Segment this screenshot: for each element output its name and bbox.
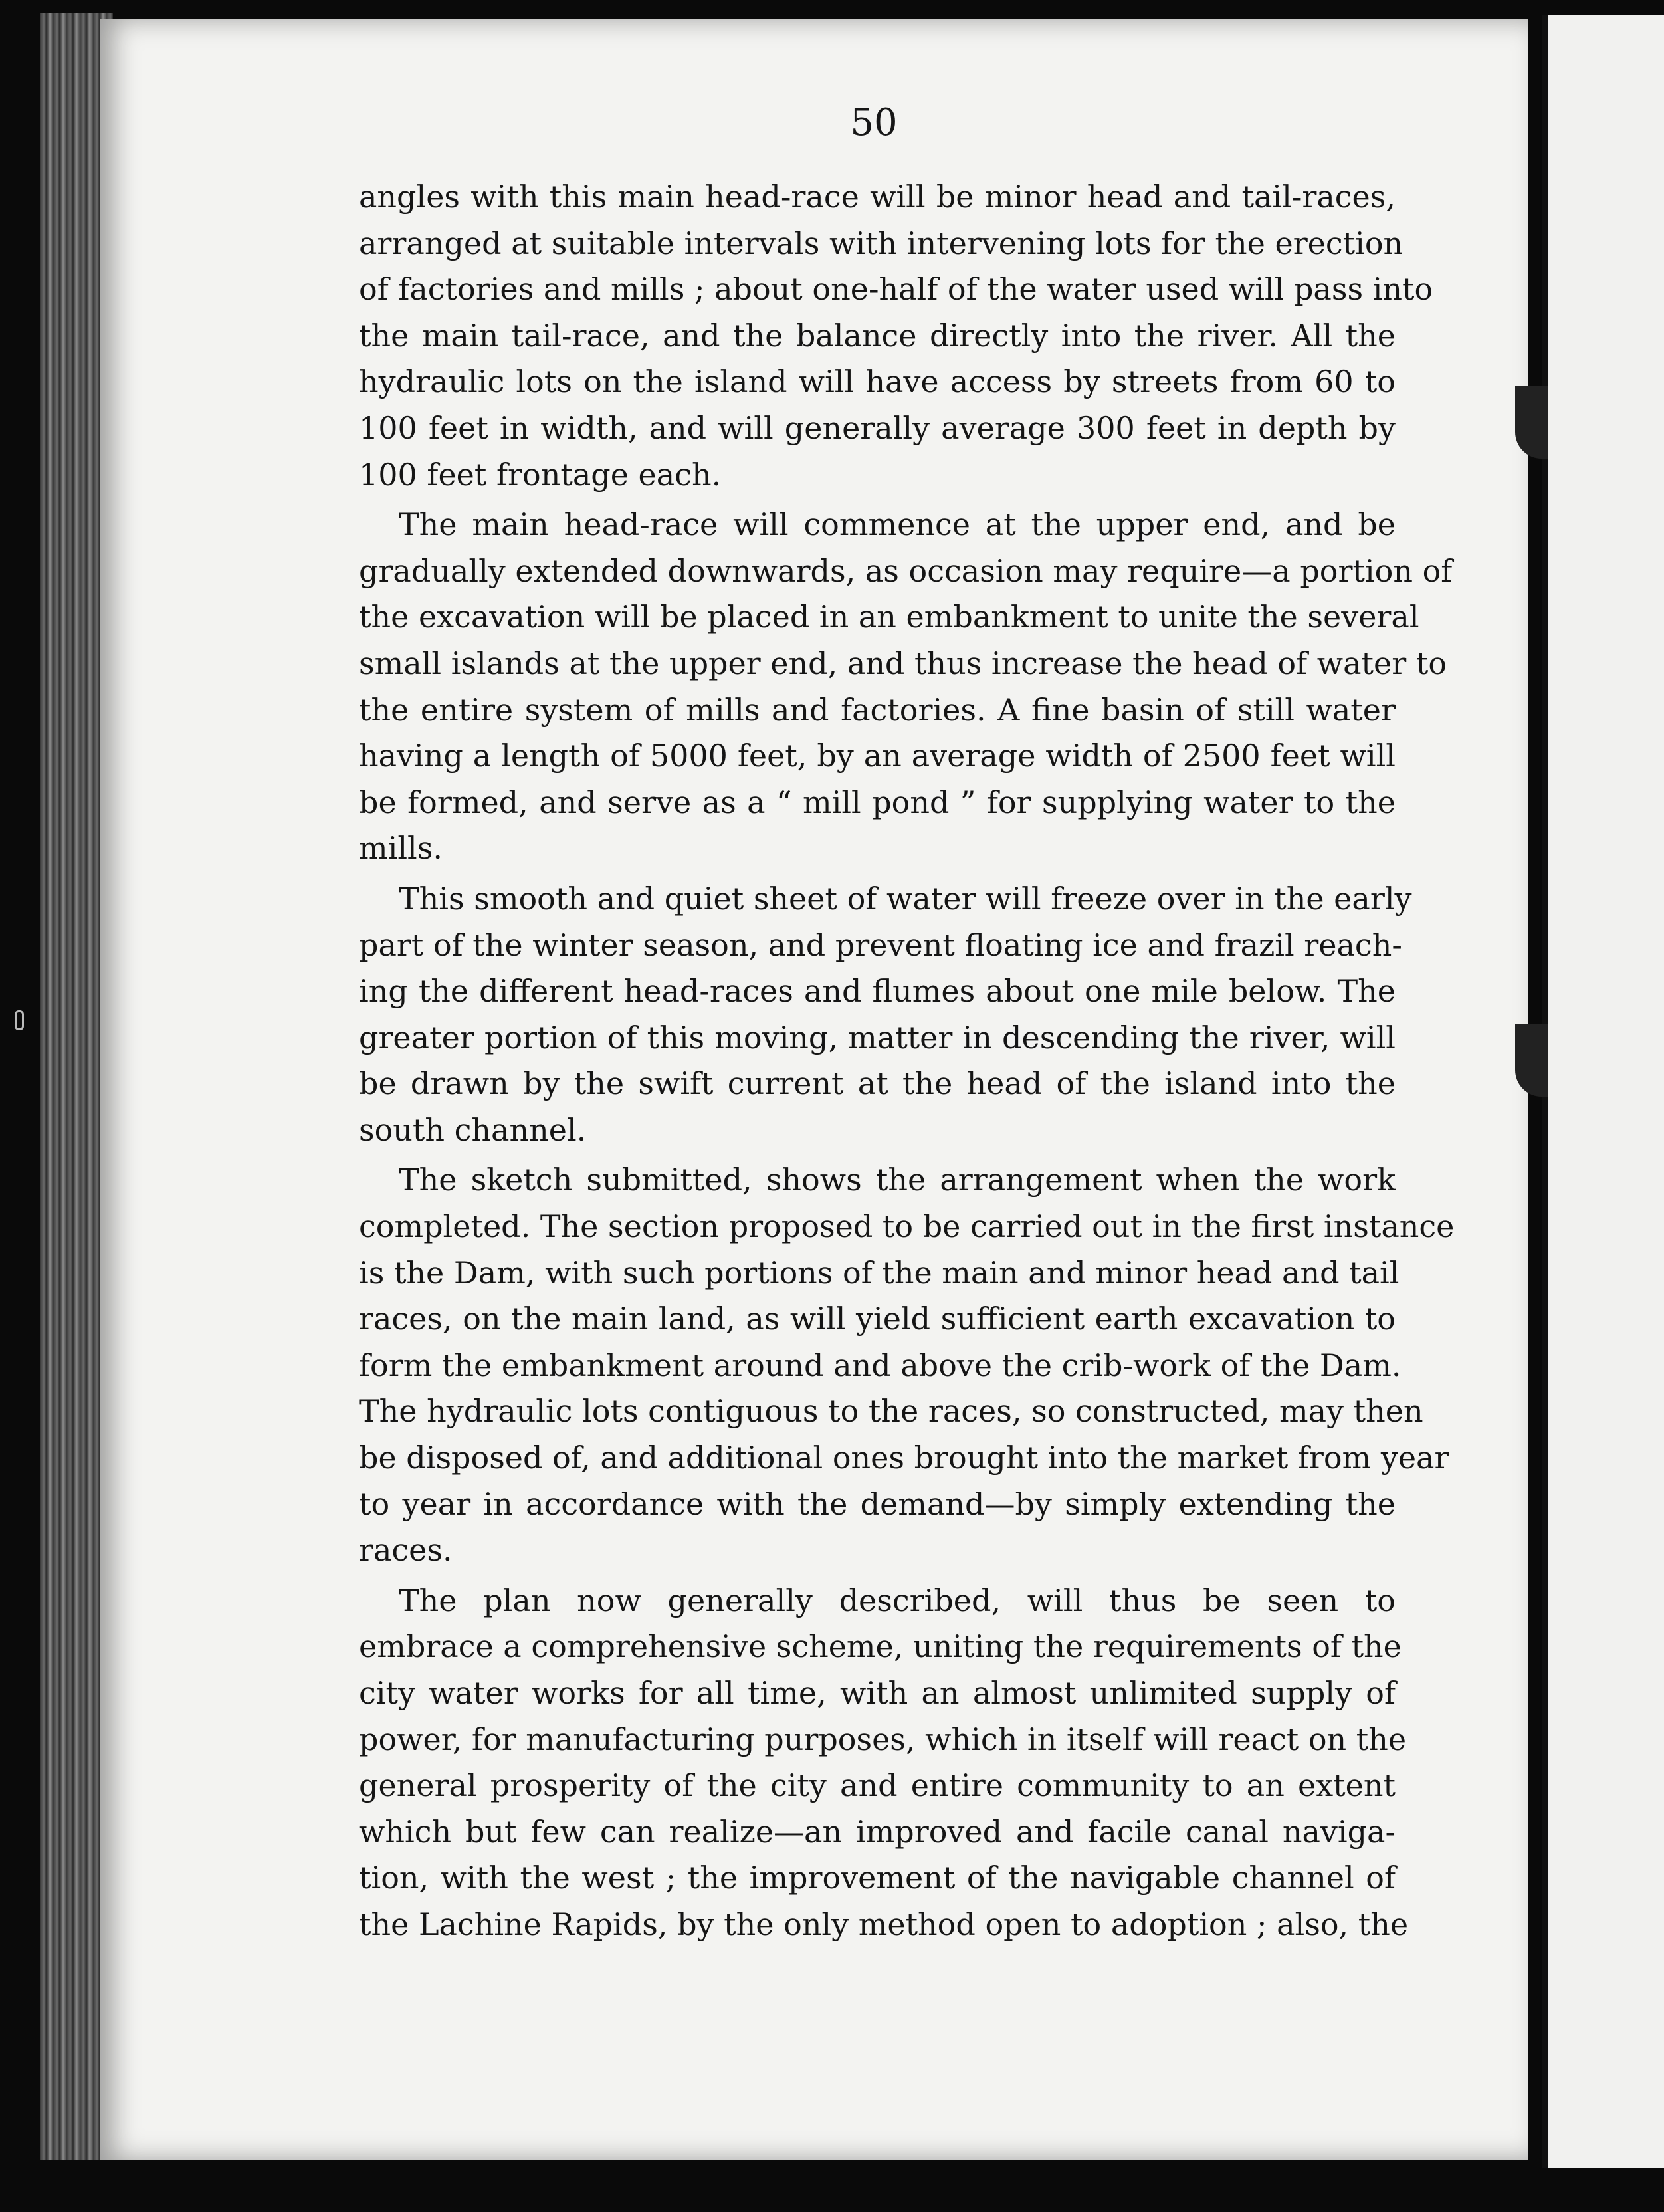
text-line: arranged at suitable intervals with intervening lots for the erection [359,225,1404,261]
text-line: be drawn by the swift current at the head of the island into the [359,1065,1396,1102]
text-line: ing the different head-races and flumes about one mile below. The [359,973,1396,1010]
text-line: of factories and mills ; about one-half of the water used will pass into [359,271,1433,308]
text-line: is the Dam, with such portions of the main and minor head and tail [359,1254,1400,1291]
text-line: races, on the main land, as will yield sufficient earth excavation to [359,1301,1396,1337]
adjacent-page-edge [1542,15,1664,2168]
text-line: the main tail-race, and the balance directly into the river. All the [359,317,1396,354]
text-line: form the embankment around and above the crib-work of the Dam. [359,1347,1402,1383]
text-line: the entire system of mills and factories. A fine basin of still water [359,691,1396,728]
text-line: mills. [359,830,443,867]
text-line: part of the winter season, and prevent floating ice and frazil reach- [359,927,1402,963]
text-line: completed. The section proposed to be carried out in the first instance [359,1208,1455,1245]
text-line: the excavation will be placed in an embankment to unite the several [359,599,1419,635]
text-line: greater portion of this moving, matter in descending the river, will [359,1019,1396,1055]
text-line: This smooth and quiet sheet of water will freeze over in the early [399,880,1412,917]
text-line: having a length of 5000 feet, by an average width of 2500 feet will [359,738,1396,774]
text-line: races. [359,1532,453,1569]
text-line: 100 feet in width, and will generally average 300 feet in depth by [359,409,1396,446]
text-line: the Lachine Rapids, by the only method open to adoption ; also, the [359,1906,1409,1942]
body-text [359,174,1455,1948]
text-line: to year in accordance with the demand—by simply extending the [359,1486,1396,1522]
page-clip-mark [1515,1024,1548,1097]
text-line: general prosperity of the city and entire community to an extent [359,1767,1396,1804]
text-line: The sketch submitted, shows the arrangement when the work [399,1162,1396,1198]
text-line: tion, with the west ; the improvement of the navigable channel of [359,1860,1396,1896]
text-line: small islands at the upper end, and thus increase the head of water to [359,645,1447,681]
text-line: The plan now generally described, will thus be seen to [399,1582,1396,1618]
text-line: embrace a comprehensive scheme, uniting the requirements of the [359,1628,1402,1665]
text-line: be disposed of, and additional ones brought into the market from year [359,1440,1449,1476]
text-line: The main head-race will commence at the upper end, and be [399,506,1396,543]
text-line: hydraulic lots on the island will have access by streets from 60 to [359,364,1396,400]
text-line: city water works for all time, with an almost unlimited supply of [359,1675,1396,1711]
text-line: gradually extended downwards, as occasion may require—a portion of [359,552,1453,589]
text-line: 100 feet frontage each. [359,456,722,493]
page-number: 50 [850,101,898,144]
page-clip-mark [1515,386,1548,459]
text-line: south channel. [359,1111,587,1148]
text-line: The hydraulic lots contiguous to the races, so constructed, may then [359,1393,1423,1430]
text-line: power, for manufacturing purposes, which in itself will react on the [359,1721,1407,1757]
text-line: which but few can realize—an improved and facile canal naviga- [359,1813,1396,1850]
margin-mark [15,1010,24,1030]
text-line: angles with this main head-race will be minor head and tail-races, [359,179,1396,215]
text-line: be formed, and serve as a “ mill pond ” for supplying water to the [359,784,1396,820]
